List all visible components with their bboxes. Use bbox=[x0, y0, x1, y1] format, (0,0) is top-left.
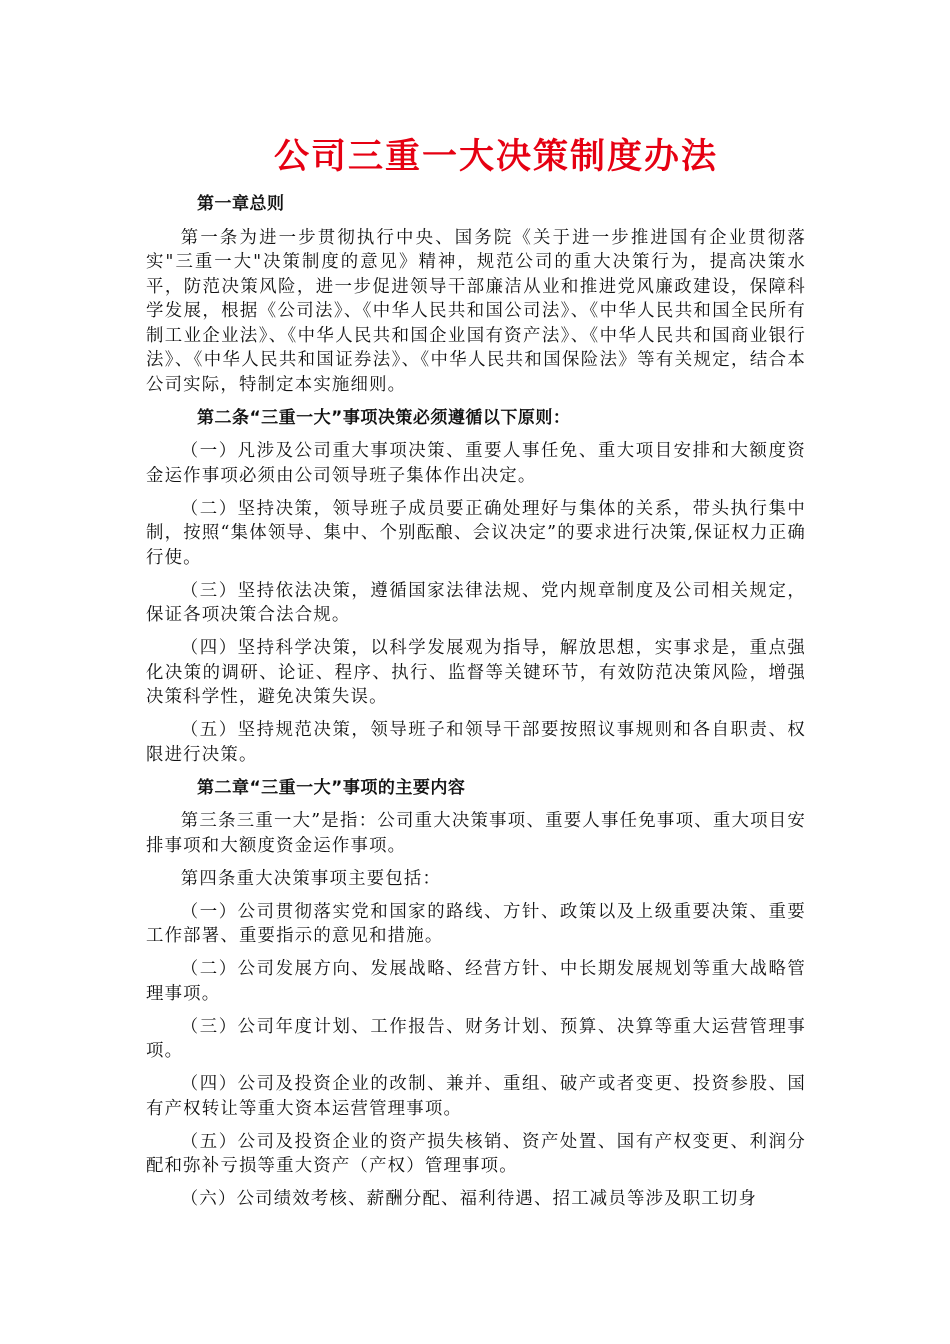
chapter-heading: 第二章“三重一大”事项的主要内容 bbox=[197, 777, 466, 798]
paragraph: （五）公司及投资企业的资产损失核销、资产处置、国有产权变更、利润分配和弥补亏损等重大资产（产权）管理事项。 bbox=[146, 1131, 806, 1176]
paragraph: （三）坚持依法决策，遵循国家法律法规、党内规章制度及公司相关规定，保证各项决策合法合规。 bbox=[146, 580, 806, 625]
document-page bbox=[146, 132, 806, 1220]
paragraph: （五）坚持规范决策，领导班子和领导干部要按照议事规则和各自职责、权限进行决策。 bbox=[146, 720, 806, 765]
paragraph: （一）凡涉及公司重大事项决策、重要人事任免、重大项目安排和大额度资金运作事项必须由公司领导班子集体作出决定。 bbox=[146, 441, 806, 486]
article-heading: 第二条“三重一大”事项决策必须遵循以下原则： bbox=[197, 407, 571, 428]
paragraph: （一）公司贯彻落实党和国家的路线、方针、政策以及上级重要决策、重要工作部署、重要指示的意见和措施。 bbox=[146, 901, 806, 946]
paragraph: 第三条三重一大”是指：公司重大决策事项、重要人事任免事项、重大项目安排事项和大额度资金运作事项。 bbox=[146, 811, 806, 856]
paragraph: （四）公司及投资企业的改制、兼并、重组、破产或者变更、投资参股、国有产权转让等重大资本运营管理事项。 bbox=[146, 1074, 806, 1119]
paragraph: （二）坚持决策，领导班子成员要正确处理好与集体的关系，带头执行集中制，按照“集体领导、集中、个别酝酿、会议决定”的要求进行决策,保证权力正确行使。 bbox=[146, 498, 806, 568]
paragraph: （四）坚持科学决策，以科学发展观为指导，解放思想，实事求是，重点强化决策的调研、论证、程序、执行、监督等关键环节，有效防范决策风险，增强决策科学性，避免决策失误。 bbox=[146, 638, 806, 707]
paragraph: 第一条为进一步贯彻执行中央、国务院《关于进一步推进国有企业贯彻落实"三重一大"决策制度的意见》精神，规范公司的重大决策行为，提高决策水平，防范决策风险，进一步促进领导干部廉洁从业和推进党风廉政建设，保障科学发展，根据《公司法》、《中华人民共和国公司法》、《中华人民共和国全民所有制工业企业法》、《中华人民共和国企业国有资产法》、《中华人民共和国商业银行法》、《中华人民共和国证券法》、《中华人民共和国保险法》等有关规定，结合本公司实际，特制定本实施细则。 bbox=[146, 227, 806, 395]
document-title: 公司三重一大决策制度办法 bbox=[273, 136, 718, 177]
paragraph: （二）公司发展方向、发展战略、经营方针、中长期发展规划等重大战略管理事项。 bbox=[146, 959, 806, 1004]
paragraph: （六）公司绩效考核、薪酬分配、福利待遇、招工减员等涉及职工切身 bbox=[180, 1189, 758, 1209]
chapter-heading: 第一章总则 bbox=[197, 194, 285, 214]
paragraph: （三）公司年度计划、工作报告、财务计划、预算、决算等重大运营管理事项。 bbox=[146, 1016, 806, 1061]
paragraph: 第四条重大决策事项主要包括： bbox=[180, 868, 442, 889]
